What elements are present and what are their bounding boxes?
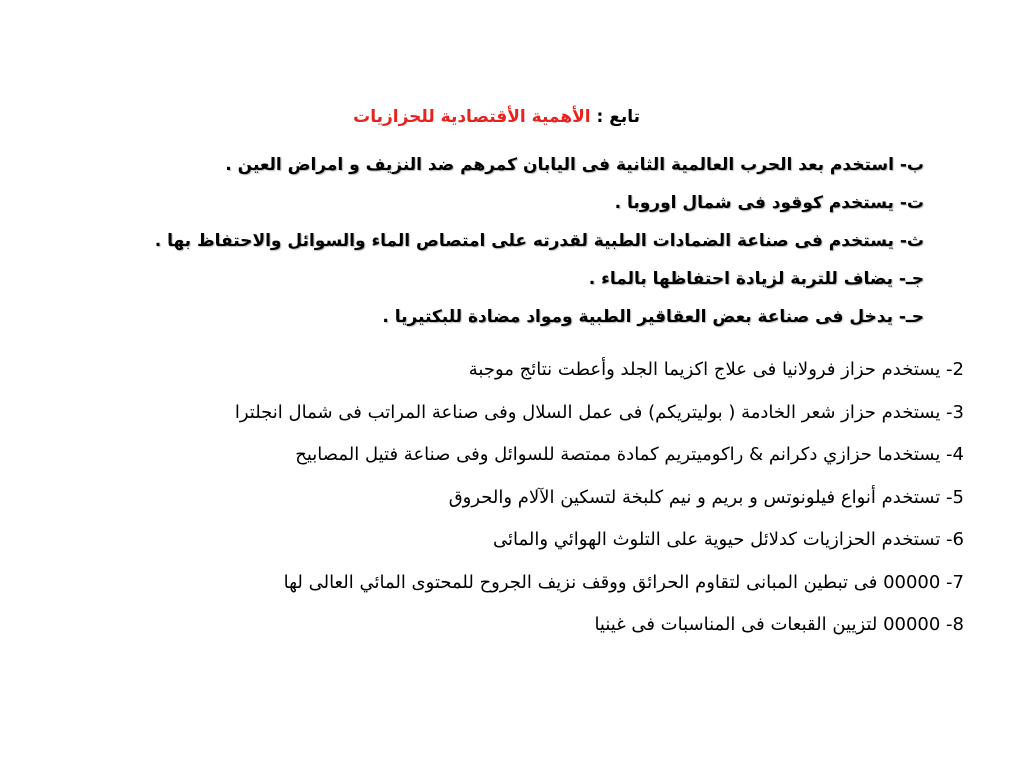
sub-item-ba: ب- استخدم بعد الحرب العالمية الثانية فى اليابان كمرهم ضد النزيف و امراض العين . <box>225 155 924 175</box>
numbered-item-8: 8- 00000 لتزيين القبعات فى المناسبات فى غينيا <box>594 614 964 635</box>
sub-item-list <box>155 151 924 341</box>
title-highlight: الأهمية الأقتصادية للحزازيات <box>353 107 591 127</box>
numbered-item-2: 2- يستخدم حزاز فرولانيا فى علاج اكزيما الجلد وأعطت نتائج موجبة <box>468 359 964 380</box>
numbered-item-3: 3- يستخدم حزاز شعر الخادمة ( بوليتريكم) فى عمل السلال وفى صناعة المراتب فى شمال انجلترا <box>234 401 964 423</box>
numbered-item-6: 6- تستخدم الحزازيات كدلائل حيوية على التلوث الهوائي والمائى <box>492 529 964 550</box>
numbered-item-7: 7- 00000 فى تبطين المبانى لتقاوم الحرائق ووقف نزيف الجروح للمحتوى المائي العالى لها <box>283 571 964 593</box>
title-prefix: تابع : <box>596 107 640 127</box>
sub-item-tha: ث- يستخدم فى صناعة الضمادات الطبية لقدرته على امتصاص الماء والسوائل والاحتفاظ بها . <box>154 231 924 251</box>
numbered-item-4: 4- يستخدما حزازي دكرانم & راكوميتريم كمادة ممتصة للسوائل وفى صناعة فتيل المصابيح <box>295 444 964 465</box>
numbered-item-list <box>235 354 964 652</box>
sub-item-ha: حـ- يدخل فى صناعة بعض العقاقير الطبية ومواد مضادة للبكتيريا . <box>382 307 924 327</box>
slide-title <box>353 104 640 130</box>
sub-item-jim: جـ- يضاف للتربة لزيادة احتفاظها بالماء . <box>588 269 924 289</box>
numbered-item-5: 5- تستخدم أنواع فيلونوتس و بريم و نيم كلبخة لتسكين الآلام والحروق <box>448 486 964 508</box>
sub-item-ta: ت- يستخدم كوقود فى شمال اوروبا . <box>614 193 924 213</box>
